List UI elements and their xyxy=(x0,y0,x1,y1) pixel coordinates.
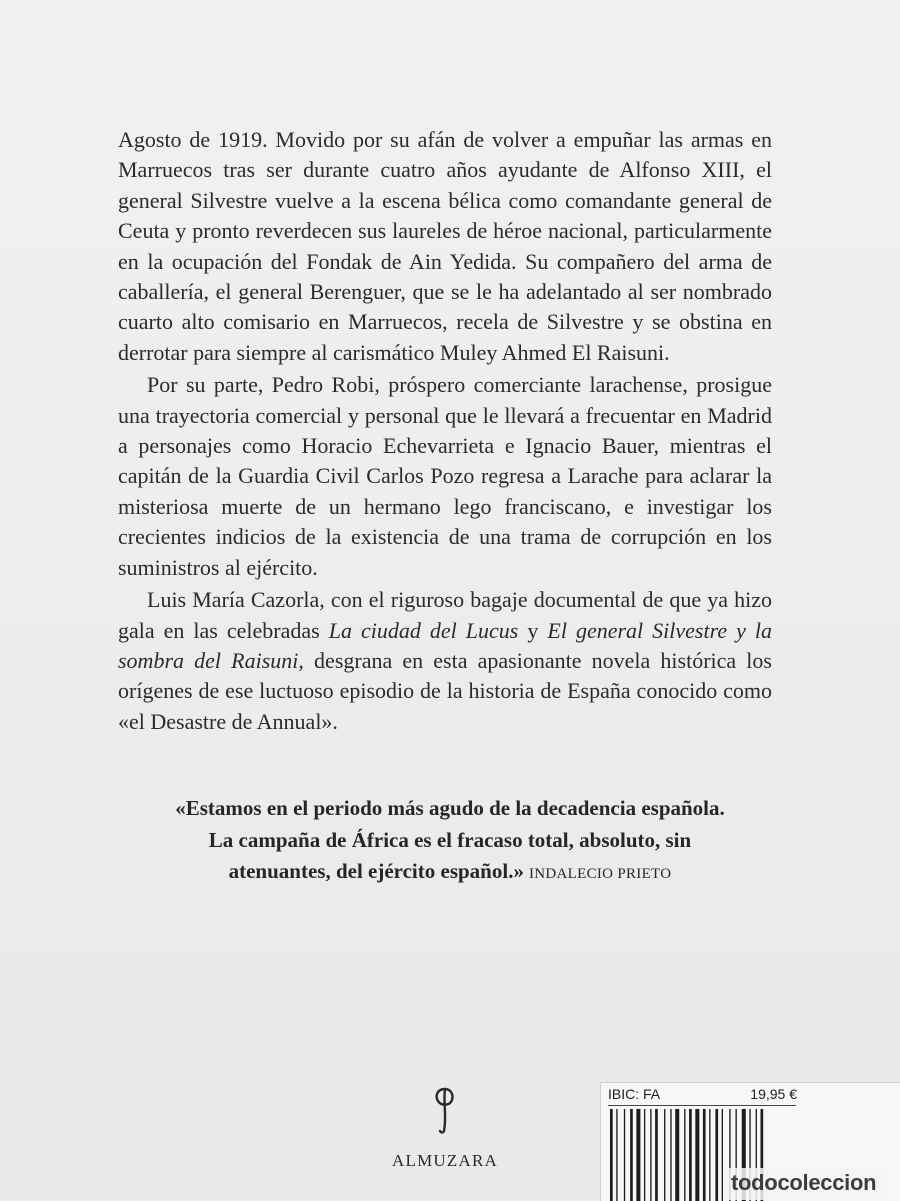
synopsis-paragraph-3-start: Luis María Cazorla, con el riguroso bagaje documental de que ya hizo gala en las celebradas xyxy=(118,587,772,643)
synopsis-paragraph-3-end: , desgrana en esta apasionante novela histórica los orígenes de ese luctuoso episodio de la historia de España conocido como «el Desastre de Annual». xyxy=(118,647,772,734)
publisher-name: ALMUZARA xyxy=(392,1151,498,1170)
stylized-p-logo-icon xyxy=(430,1085,460,1135)
book-title-silvestre: El general Silvestre y la sombra del Raisuni xyxy=(118,617,773,673)
synopsis-conjunction: y xyxy=(518,617,548,643)
synopsis-text xyxy=(118,125,772,737)
ibic-code: IBIC: FA xyxy=(608,1086,661,1102)
label-divider xyxy=(608,1105,796,1106)
book-title-lucus: La ciudad del Lucus xyxy=(328,617,519,643)
synopsis-paragraph-3 xyxy=(118,585,772,737)
quote-text: «Estamos en el periodo más agudo de la decadencia española. La campaña de África es el fracaso total, absoluto, sin atenuantes, del ejército español.» xyxy=(175,796,725,883)
pull-quote xyxy=(170,793,730,891)
synopsis-paragraph-1: Agosto de 1919. Movido por su afán de volver a empuñar las armas en Marruecos tras ser durante cuatro años ayudante de Alfonso XIII, el general Silvestre vuelve a la escena bélica como comandante general de Ceuta y pronto reverdecen sus laureles de héroe nacional, particularmente en la ocupación del Fondak de Ain Yedida. Su compañero del arma de caballería, el general Berenguer, que se le ha adelantado al ser nombrado cuarto alto comisario en Marruecos, recela de Silvestre y se obstina en derrotar para siempre al carismático Muley Ahmed El Raisuni. xyxy=(118,127,772,365)
publisher-block xyxy=(370,1085,520,1171)
synopsis-paragraph-2: Por su parte, Pedro Robi, próspero comerciante larachense, prosigue una trayectoria comercial y personal que le llevará a frecuentar en Madrid a personajes como Horacio Echevarrieta e Ignacio Bauer, mientras el capitán de la Guardia Civil Carlos Pozo regresa a Larache para aclarar la misteriosa muerte de un hermano lego franciscano, e investigar los crecientes indicios de la existencia de una trama de corrupción en los suministros al ejército. xyxy=(118,372,772,580)
watermark: todocoleccion xyxy=(725,1168,882,1200)
price: 19,95 € xyxy=(750,1086,797,1102)
quote-author: INDALECIO PRIETO xyxy=(528,866,672,882)
